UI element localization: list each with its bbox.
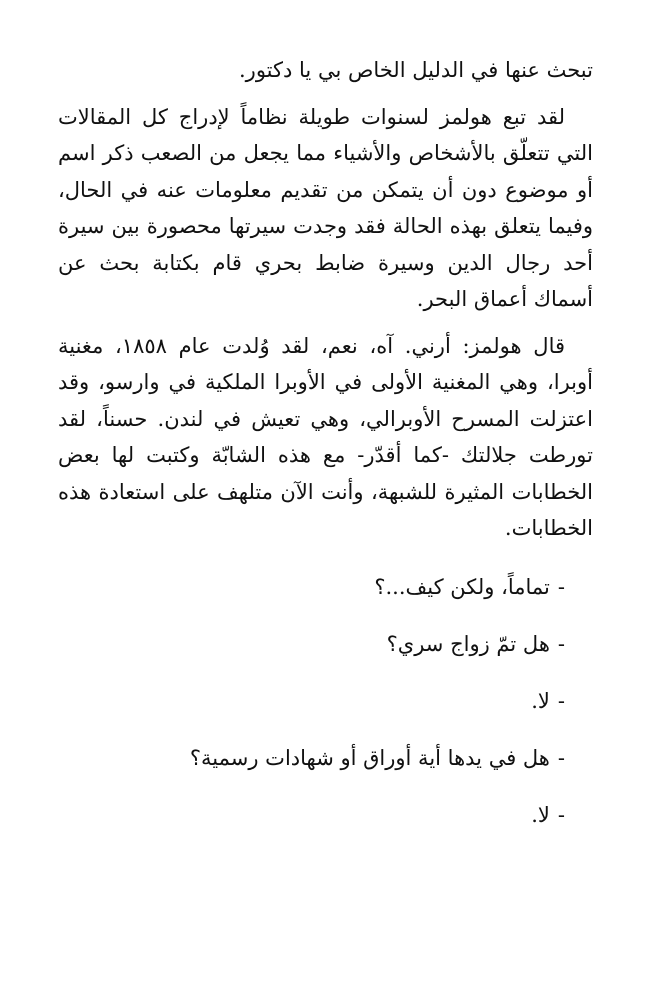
dialogue-text: هل تمّ زواج سري؟	[386, 631, 550, 656]
dialogue-text: هل في يدها أية أوراق أو شهادات رسمية؟	[189, 745, 550, 770]
dialogue-text: لا.	[531, 802, 550, 827]
dialogue-line	[58, 740, 565, 776]
dialogue-dash: -	[557, 631, 565, 656]
dialogue-dash: -	[557, 688, 565, 713]
dialogue-text: لا.	[531, 688, 550, 713]
dialogue-line	[58, 569, 565, 605]
dialogue-dash: -	[557, 802, 565, 827]
dialogue-dash: -	[557, 574, 565, 599]
paragraph-holmes-index: لقد تبع هولمز لسنوات طويلة نظاماً لإدراج كل المقالات التي تتعلّق بالأشخاص والأشياء مما يجعل من الصعب ذكر اسم أو موضوع دون أن يتمكن من تقديم معلومات عنه في الحال، وفيما يتعلق بهذه الحالة فقد وجدت سيرتها محصورة بين سيرة أحد رجال الدين وسيرة ضابط بحري قام بكتابة بحث عن أسماك أعماق البحر.	[58, 104, 593, 311]
dialogue-line	[58, 797, 565, 833]
dialogue-line	[58, 683, 565, 719]
dialogue-line	[58, 626, 565, 662]
dialogue-list	[58, 569, 593, 833]
paragraph-holmes-speech: قال هولمز: أرني. آه، نعم، لقد وُلدت عام ١٨٥٨، مغنية أوبرا، وهي المغنية الأولى في الأوبرا الملكية في وارسو، وقد اعتزلت المسرح الأوبرالي، وهي تعيش في لندن. حسناً، لقد تورطت جلالتك -كما أقدّر- مع هذه الشابّة وكتبت لها بعض الخطابات المثيرة للشبهة، وأنت الآن متلهف على استعادة هذه الخطابات.	[58, 333, 593, 540]
paragraph-continuation: تبحث عنها في الدليل الخاص بي يا دكتور.	[239, 58, 593, 82]
dialogue-text: تماماً، ولكن كيف...؟	[374, 574, 550, 599]
dialogue-dash: -	[557, 745, 565, 770]
